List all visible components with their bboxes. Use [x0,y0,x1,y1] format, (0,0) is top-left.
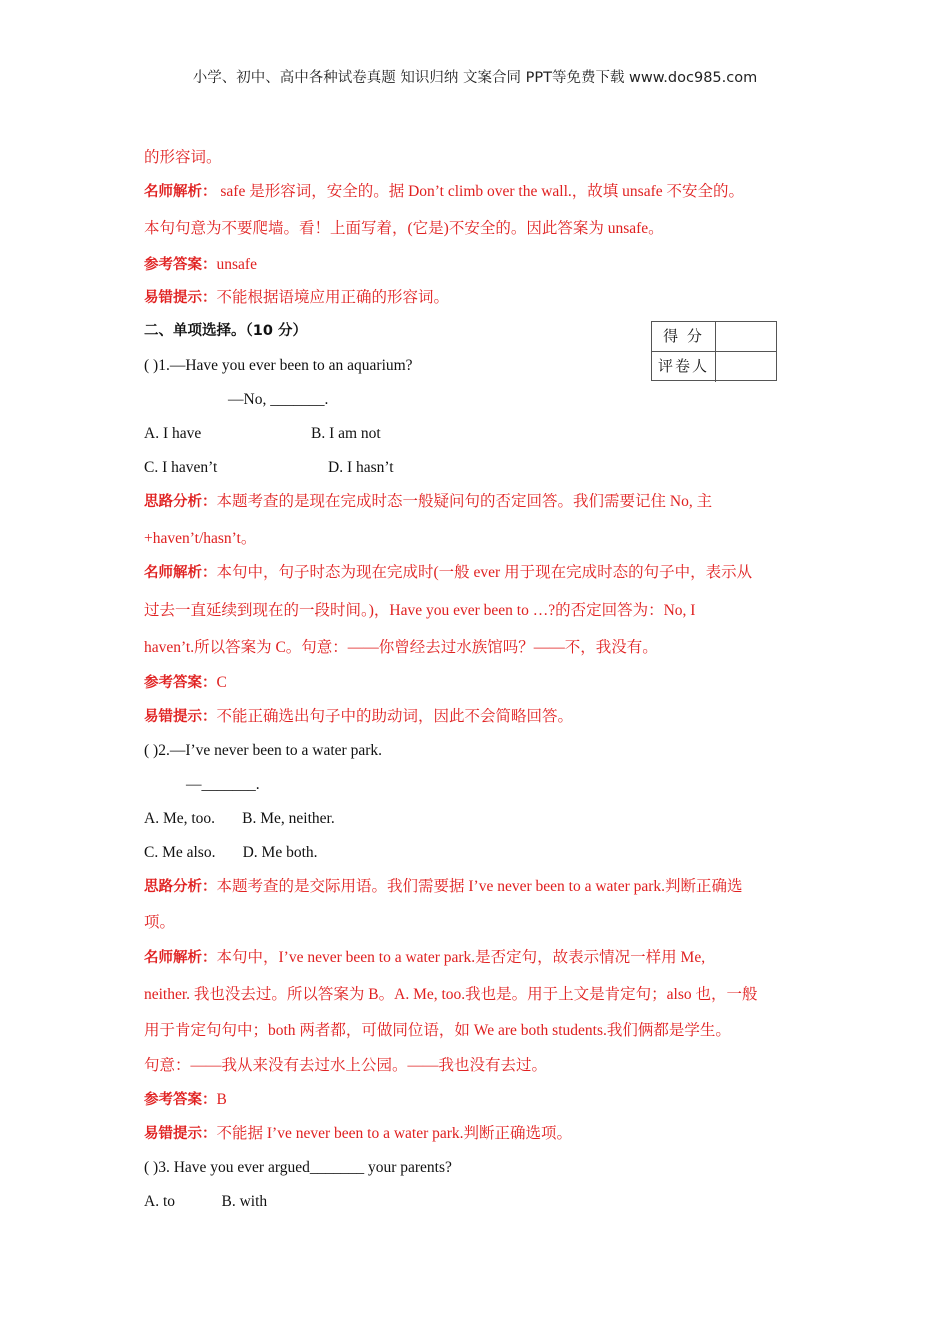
teacher-analysis [144,182,744,202]
q1-teacher-text: 本句中，句子时态为现在完成时(一般 ever 用于现在完成时态的句子中，表示从 [216,564,753,581]
q2-answer-value: B [216,1091,227,1108]
q1-answer-value: C [216,674,227,691]
q1-teacher-cont2: haven’t.所以答案为 C。句意：——你曾经去过水族馆吗？——不，我没有。 [144,639,658,656]
q2-reply: —_______. [186,776,260,793]
q2-teacher [144,948,705,968]
q1-idea-text: 本题考查的是现在完成时态一般疑问句的否定回答。我们需要记住 No, 主 [216,493,713,510]
score-label: 得 分 [652,322,716,351]
reference-answer-label: 参考答案： [144,257,217,273]
q2-tip-label: 易错提示： [144,1126,217,1142]
q2-teacher-cont2: 用于肯定句句中；both 两者都，可做同位语，如 We are both students.我们俩都是学生。 [144,1022,731,1039]
grader-row [652,352,776,382]
q2-teacher-label: 名师解析： [144,950,217,966]
q1-option-d: D. I hasn’t [328,459,394,476]
q1-teacher [144,563,752,583]
q2-answer [144,1090,227,1110]
reference-answer-value: unsafe [216,256,257,273]
q3-options: A. to B. with [144,1193,268,1210]
q1-answer-label: 参考答案： [144,675,217,691]
continued-text: 的形容词。 [144,149,222,166]
q1-option-c: C. I haven’t [144,459,218,476]
q1-answer [144,673,227,693]
q1-idea [144,492,712,512]
q1-reply: —No, _______. [228,391,329,408]
error-tip-text: 不能根据语境应用正确的形容词。 [216,289,450,306]
section-title: 二、单项选择。（10 分） [144,323,307,339]
q2-idea [144,877,743,897]
teacher-analysis-text: safe 是形容词，安全的。据 Don’t climb over the wall.，故填 unsafe 不安全的。 [216,183,745,200]
q2-teacher-cont: neither. 我也没去过。所以答案为 B。A. Me, too.我也是。用于上文是肯定句；also 也，一般 [144,986,758,1003]
q1-idea-label: 思路分析： [144,494,217,510]
q2-teacher-cont3: 句意：——我从来没有去过水上公园。——我也没有去过。 [144,1057,548,1074]
q1-tip [144,707,573,727]
q3-stem: ( )3. Have you ever argued_______ your parents? [144,1159,452,1176]
error-tip [144,288,449,308]
q1-tip-label: 易错提示： [144,709,217,725]
q2-tip-text: 不能据 I’ve never been to a water park.判断正确选项。 [216,1125,573,1142]
q1-teacher-label: 名师解析： [144,565,217,581]
q1-stem: ( )1.—Have you ever been to an aquarium? [144,357,413,374]
q1-idea-cont: +haven’t/hasn’t。 [144,530,257,547]
q1-tip-text: 不能正确选出句子中的助动词，因此不会简略回答。 [216,708,574,725]
q2-tip [144,1124,572,1144]
teacher-analysis-cont: 本句句意为不要爬墙。看！上面写着，(它是)不安全的。因此答案为 unsafe。 [144,220,664,237]
q2-answer-label: 参考答案： [144,1092,217,1108]
teacher-analysis-label: 名师解析： [144,184,217,200]
q2-options-ab: A. Me, too. B. Me, neither. [144,810,335,827]
q2-teacher-text: 本句中，I’ve never been to a water park.是否定句，故表示情况一样用 Me, [216,949,706,966]
q2-stem: ( )2.—I’ve never been to a water park. [144,742,382,759]
q1-option-a: A. I have [144,425,202,442]
reference-answer [144,255,257,275]
q2-idea-label: 思路分析： [144,879,217,895]
grader-label: 评卷人 [652,352,716,382]
error-tip-label: 易错提示： [144,290,217,306]
page-header: 小学、初中、高中各种试卷真题 知识归纳 文案合同 PPT等免费下载 www.doc985.com [192,70,758,86]
score-box [651,321,777,381]
q2-idea-cont: 项。 [144,914,176,931]
q2-options-cd: C. Me also. D. Me both. [144,844,318,861]
score-row [652,322,776,352]
q2-idea-text: 本题考查的是交际用语。我们需要据 I’ve never been to a water park.判断正确选 [216,878,743,895]
q1-option-b: B. I am not [311,425,381,442]
q1-teacher-cont: 过去一直延续到现在的一段时间。)，Have you ever been to …?的否定回答为：No, I [144,602,696,619]
